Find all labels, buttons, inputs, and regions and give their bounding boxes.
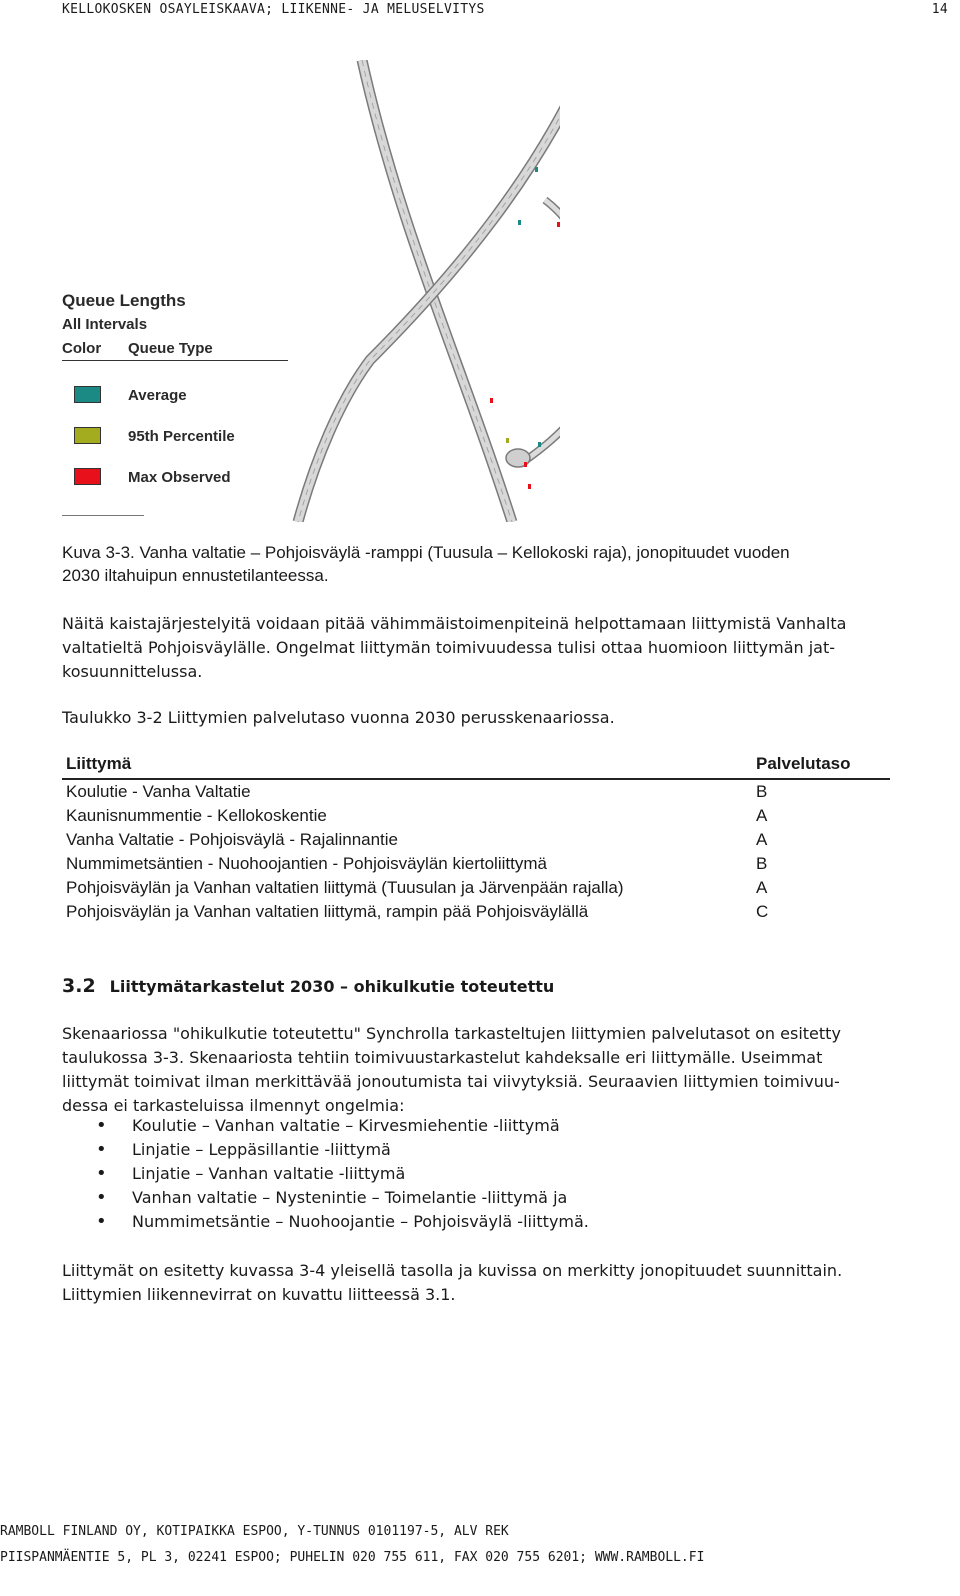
table-header-row — [62, 754, 890, 780]
paragraph-line: dessa ei tarkasteluissa ilmennyt ongelmia: — [62, 1096, 405, 1115]
figure-caption-line: Kuva 3-3. Vanha valtatie – Pohjoisväylä -ramppi (Tuusula – Kellokoski raja), jonopituudet vuoden — [62, 543, 790, 562]
list-item-text: Linjatie – Vanhan valtatie -liittymä — [132, 1164, 406, 1183]
section-heading — [62, 975, 554, 997]
table-row — [62, 780, 890, 804]
queue-marker-average — [538, 442, 541, 447]
cell-service-level: A — [756, 878, 768, 897]
table-row — [62, 876, 890, 900]
cell-junction: Koulutie - Vanha Valtatie — [66, 782, 251, 801]
paragraph-line: Liittymien liikennevirrat on kuvattu liitteessä 3.1. — [62, 1285, 456, 1304]
list-item-text: Linjatie – Leppäsillantie -liittymä — [132, 1140, 391, 1159]
junction-bullet-list — [62, 1114, 922, 1234]
cell-service-level: A — [756, 806, 768, 825]
list-item — [62, 1138, 922, 1162]
cell-junction: Kaunisnummentie - Kellokoskentie — [66, 806, 327, 825]
cell-service-level: B — [756, 854, 768, 873]
legend-label-max: Max Observed — [128, 469, 231, 486]
table-caption: Taulukko 3-2 Liittymien palvelutaso vuonna 2030 perusskenaariossa. — [62, 708, 615, 727]
legend-subtitle: All Intervals — [62, 316, 148, 333]
page-header — [62, 0, 952, 20]
bullet-icon: • — [96, 1115, 107, 1136]
legend-label-95th: 95th Percentile — [128, 428, 235, 445]
paragraph-line: liittymät toimivat ilman merkittävää jonoutumista tai viivytyksiä. Seuraavien liittymien toimivuu- — [62, 1072, 840, 1091]
table-row — [62, 804, 890, 828]
paragraph-line: Liittymät on esitetty kuvassa 3-4 yleisellä tasolla ja kuvissa on merkitty jonopituudet suunnittain. — [62, 1261, 843, 1280]
paragraph-scenario — [62, 1022, 942, 1118]
queue-marker-average — [535, 167, 538, 172]
legend-label-average: Average — [128, 387, 187, 404]
table-row — [62, 900, 890, 924]
list-item — [62, 1186, 922, 1210]
footer-address-line: PIISPANMÄENTIE 5, PL 3, 02241 ESPOO; PUHELIN 020 755 611, FAX 020 755 6201; WWW.RAMBOLL.FI — [0, 1550, 705, 1565]
queue-length-figure — [40, 60, 560, 522]
list-item — [62, 1162, 922, 1186]
road-network-map — [40, 60, 560, 522]
service-level-table — [62, 754, 890, 924]
list-item-text: Vanhan valtatie – Nystenintie – Toimelantie -liittymä ja — [132, 1188, 568, 1207]
figure-caption — [62, 541, 790, 587]
cell-junction: Nummimetsäntien - Nuohoojantien - Pohjoisväylän kiertoliittymä — [66, 854, 547, 873]
queue-marker-average — [518, 220, 521, 225]
bullet-icon: • — [96, 1187, 107, 1208]
table-row — [62, 828, 890, 852]
paragraph-line: Näitä kaistajärjestelyitä voidaan pitää vähimmäistoimenpiteinä helpottamaan liittymistä Vanhalta — [62, 614, 847, 633]
section-number: 3.2 — [62, 975, 96, 997]
cell-service-level: C — [756, 902, 769, 921]
cell-service-level: B — [756, 782, 768, 801]
paragraph-line: kosuunnittelussa. — [62, 662, 203, 681]
column-header-service-level: Palvelutaso — [756, 754, 851, 773]
ramp-loop — [526, 200, 560, 460]
list-item — [62, 1114, 922, 1138]
table-row — [62, 852, 890, 876]
list-item-text: Nummimetsäntie – Nuohoojantie – Pohjoisväylä -liittymä. — [132, 1212, 589, 1231]
column-header-junction: Liittymä — [66, 754, 132, 773]
queue-marker-max — [490, 398, 493, 403]
bullet-icon: • — [96, 1211, 107, 1232]
paragraph-closing — [62, 1259, 952, 1307]
section-title: Liittymätarkastelut 2030 – ohikulkutie toteutettu — [109, 977, 555, 996]
paragraph-line: taulukossa 3-3. Skenaariosta tehtiin toimivuustarkastelut kahdeksalle eri liittymälle. Useimmat — [62, 1048, 823, 1067]
cell-junction: Pohjoisväylän ja Vanhan valtatien liittymä, rampin pää Pohjoisväylällä — [66, 902, 589, 921]
footer-company-line: RAMBOLL FINLAND OY, KOTIPAIKKA ESPOO, Y-TUNNUS 0101197-5, ALV REK — [0, 1524, 509, 1539]
queue-marker-max — [557, 222, 560, 227]
queue-marker-max — [528, 484, 531, 489]
paragraph-line: valtatieltä Pohjoisväylälle. Ongelmat liittymän toimivuudessa tulisi ottaa huomioon liittymän jat- — [62, 638, 836, 657]
cell-junction: Pohjoisväylän ja Vanhan valtatien liittymä (Tuusulan ja Järvenpään rajalla) — [66, 878, 624, 897]
figure-caption-line: 2030 iltahuipun ennustetilanteessa. — [62, 566, 329, 585]
bullet-icon: • — [96, 1163, 107, 1184]
page-number: 14 — [931, 2, 948, 17]
document-title: KELLOKOSKEN OSAYLEISKAAVA; LIIKENNE- JA MELUSELVITYS — [62, 2, 485, 17]
bullet-icon: • — [96, 1139, 107, 1160]
cell-junction: Vanha Valtatie - Pohjoisväylä - Rajalinnantie — [66, 830, 399, 849]
legend-type-header: Queue Type — [128, 340, 213, 357]
cell-service-level: A — [756, 830, 768, 849]
queue-marker-95th — [506, 438, 509, 443]
legend-color-header: Color — [62, 340, 102, 357]
queue-marker-max — [524, 462, 527, 467]
paragraph-intro — [62, 612, 942, 684]
list-item — [62, 1210, 922, 1234]
legend-title: Queue Lengths — [62, 291, 186, 310]
list-item-text: Koulutie – Vanhan valtatie – Kirvesmiehentie -liittymä — [132, 1116, 560, 1135]
paragraph-line: Skenaariossa "ohikulkutie toteutettu" Synchrolla tarkasteltujen liittymien palvelutasot on esitetty — [62, 1024, 841, 1043]
